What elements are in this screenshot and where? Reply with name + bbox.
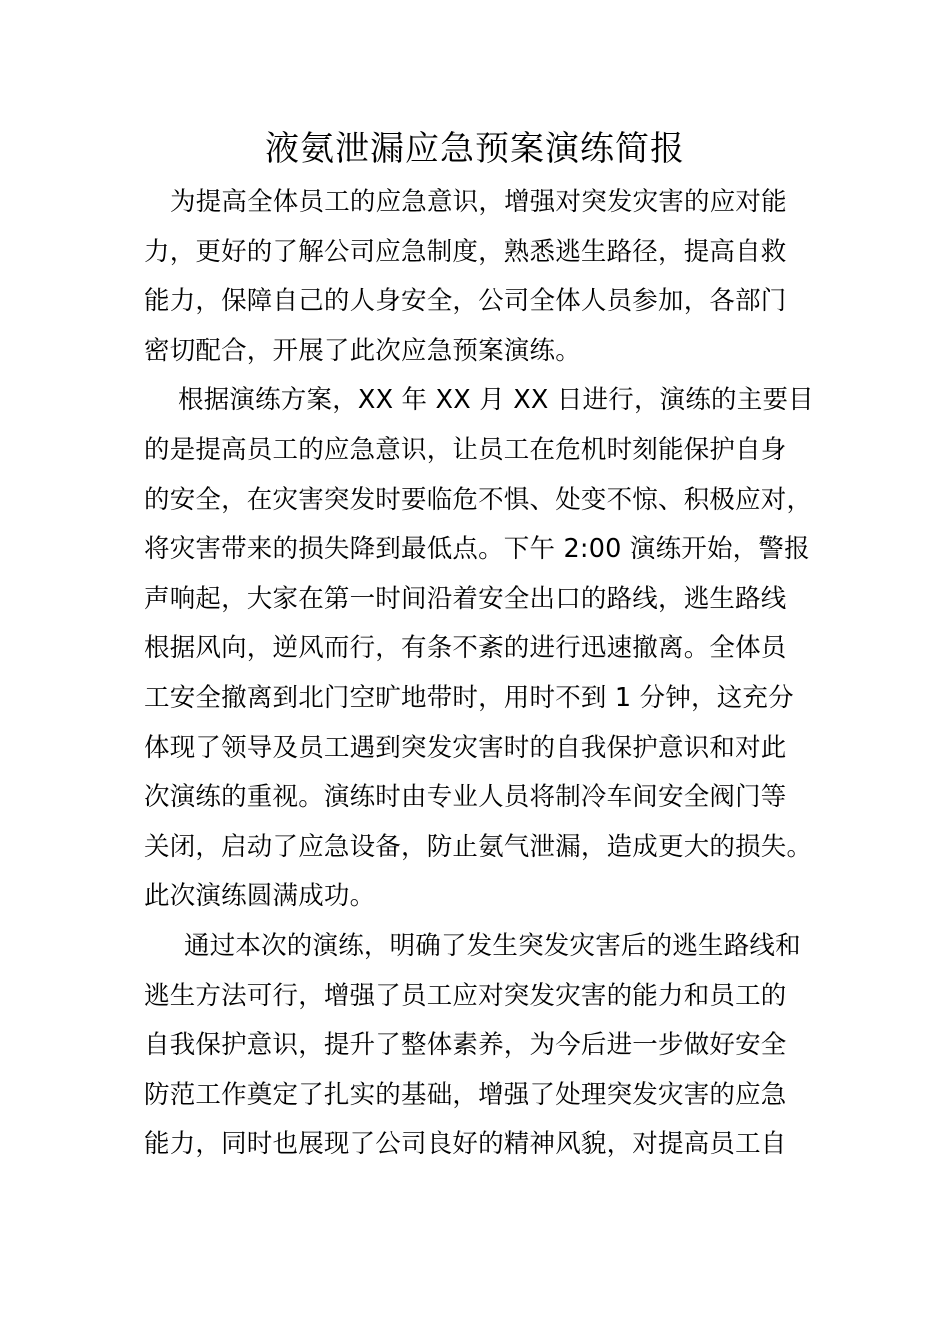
- text-line: 关闭，启动了应急设备，防止氨气泄漏，造成更大的损失。: [144, 831, 813, 862]
- text-line: 的安全，在灾害突发时要临危不惧、处变不惊、积极应对，: [144, 484, 813, 515]
- text-line: 防范工作奠定了扎实的基础，增强了处理突发灾害的应急: [144, 1079, 787, 1110]
- text-line: 根据演练方案，XX 年 XX 月 XX 日进行，演练的主要目: [178, 385, 814, 416]
- document-body: [144, 178, 814, 1170]
- text-line: 为提高全体员工的应急意识，增强对突发灾害的应对能: [170, 187, 787, 217]
- text-line: 声响起，大家在第一时间沿着安全出口的路线，逃生路线: [144, 583, 787, 614]
- text-line: 的是提高员工的应急意识，让员工在危机时刻能保护自身: [144, 434, 787, 465]
- text-line: 能力，保障自己的人身安全，公司全体人员参加，各部门: [144, 286, 787, 317]
- text-line: 通过本次的演练，明确了发生突发灾害后的逃生路线和: [184, 930, 801, 961]
- text-line: 自我保护意识，提升了整体素养，为今后进一步做好安全: [144, 1030, 787, 1061]
- document-title: 液氨泄漏应急预案演练简报: [265, 129, 685, 169]
- text-line: 密切配合，开展了此次应急预案演练。: [144, 335, 581, 366]
- text-line: 此次演练圆满成功。: [144, 881, 376, 912]
- text-line: 能力，同时也展现了公司良好的精神风貌，对提高员工自: [144, 1129, 787, 1160]
- text-line: 将灾害带来的损失降到最低点。下午 2:00 演练开始，警报: [144, 534, 810, 565]
- text-line: 体现了领导及员工遇到突发灾害时的自我保护意识和对此: [144, 732, 787, 763]
- text-line: 工安全撤离到北门空旷地带时，用时不到 1 分钟，这充分: [144, 682, 794, 713]
- text-line: 力，更好的了解公司应急制度，熟悉逃生路径，提高自救: [144, 236, 787, 267]
- text-line: 次演练的重视。演练时由专业人员将制冷车间安全阀门等: [144, 782, 787, 813]
- text-line: 逃生方法可行，增强了员工应对突发灾害的能力和员工的: [144, 980, 787, 1011]
- text-line: 根据风向，逆风而行，有条不紊的进行迅速撤离。全体员: [144, 633, 787, 664]
